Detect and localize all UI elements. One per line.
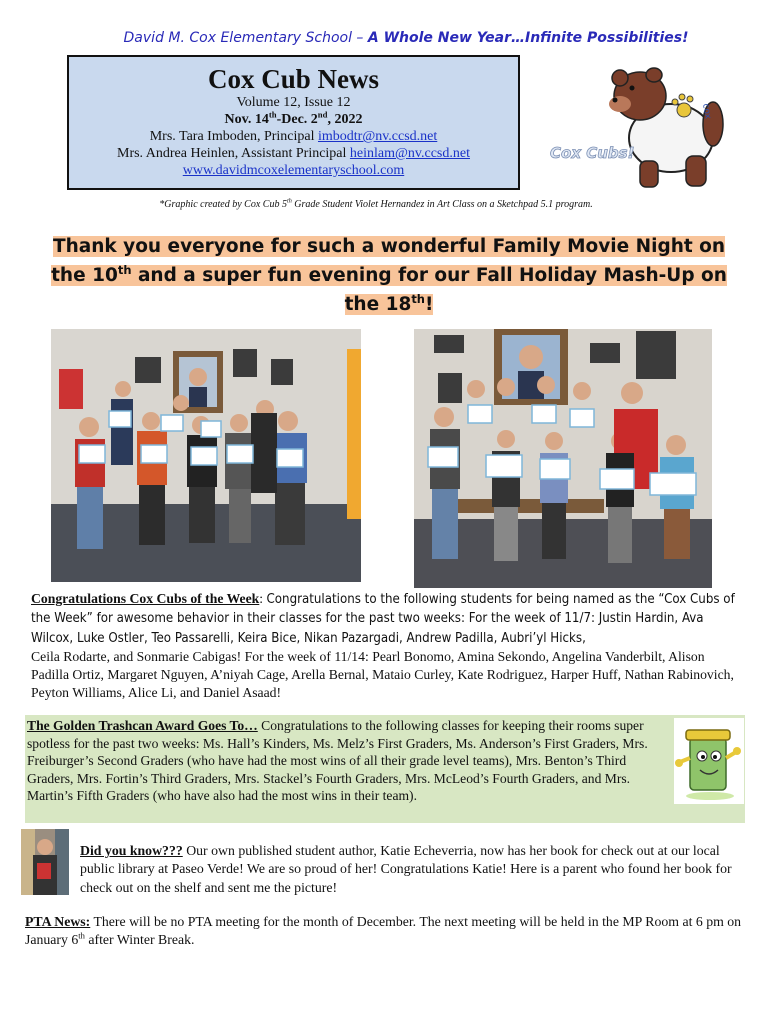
newsletter-tagline: David M. Cox Elementary School – A Whole New Year…Infinite Possibilities! [123, 30, 689, 46]
did-you-know-section [80, 842, 745, 897]
banner-line-1: Thank you everyone for such a wonderful Family Movie Night on [52, 236, 726, 257]
graphic-credit-caption: *Graphic created by Cox Cub 5th Grade Student Violet Hernandez in Art Class on a Sketchpad 5.1 program. [159, 197, 593, 210]
cox-cub-mascot-graphic [548, 66, 748, 196]
golden-trashcan-text: Congratulations to the following classes for keeping their rooms super spotless for the past two weeks: Ms. Hall’s Kinders, Ms. Melz’s First Graders, Ms. Anderson’s First Graders, Mrs. Freiburger’s Second Graders (who have had the most wins of all their grade level teams), Mrs. Benton’s Third Graders, Mrs. Fortin’s Third Graders, Mrs. Stackel’s Fourth Graders, Mrs. McLeod’s Fourth Graders, and Mrs. Martin’s Fifth Graders (who have also had the most wins in their team). [27, 718, 648, 804]
cubs-of-week-photo-2 [414, 329, 712, 588]
cubs-of-week-heading: Congratulations Cox Cubs of the Week [31, 591, 260, 606]
golden-trashcan-section [27, 717, 672, 805]
did-you-know-text: Our own published student author, Katie Echeverria, now has her book for check out at our local public library at Paseo Verde! We are so proud of her! Congratulations Katie! Here is a parent who found her book for check out on the shelf and sent me the picture! [80, 843, 732, 895]
newsletter-title: Cox Cub News [207, 64, 380, 94]
did-you-know-heading: Did you know??? [80, 843, 183, 858]
pta-news-section: PTA News: There will be no PTA meeting for the month of December. The next meeting will be held in the MP Room at 6 pm on January 6th after Winter Break. [25, 914, 742, 948]
cubs-of-week-text: Congratulations to the following students for being named as the “Cox Cubs of the Week” for awesome behavior in their classes for the past two weeks: For the week of 11/7: Justin Hardin, Ava Wilcox, Luke Ostler, Teo Passarelli, Keira Bice, Nikan Pazargadi, Andrew Padilla, Aubri’yl Hicks, [31, 592, 735, 646]
school-motto: A Whole New Year…Infinite Possibilities! [367, 30, 689, 46]
thank-you-banner [36, 232, 742, 319]
student-author-photo [21, 829, 69, 895]
website-line [69, 162, 518, 179]
golden-trashcan-icon [674, 718, 744, 804]
cubs-of-week-section: Congratulations Cox Cubs of the Week: Congratulations to the following students for being named as the “Cox Cubs of the Week” for awesome behavior in their classes for the past two weeks: For the week of 11/7: Justin Hardin, Ava Wilcox, Luke Ostler, Teo Passarelli, Keira Bice, Nikan Pazargadi, Andrew Padilla, Aubri’yl Hicks, Ceila Rodarte, and Sonmarie Cabigas! For the week of 11/14: Pearl Bonomo, Amina Sekondo, Angelina Vanderbilt, Alison Padilla Ortiz, Margaret Nguyen, A’niyah Cage, Arella Bernal, Mataio Curley, Kate Rodriguez, Harper Huff, Nathan Rabinovich, Peyton Williams, Alice Li, and Daniel Asaad! [31, 591, 735, 701]
issue-dates: Nov. 14th-Dec. 2nd, 2022 [224, 109, 363, 127]
assistant-email-link[interactable]: heinlam@nv.ccsd.net [349, 146, 470, 161]
masthead-box [67, 55, 520, 190]
banner-line-3: the 18th! [344, 291, 434, 315]
cubs-of-week-text-2: Ceila Rodarte, and Sonmarie Cabigas! For the week of 11/14: Pearl Bonomo, Amina Sekondo, Angelina Vanderbilt, Alison Padilla Ortiz, Margaret Nguyen, A’niyah Cage, Arella Bernal, Mataio Curley, Kate Rodriguez, Harper Huff, Nathan Rabinovich, Peyton Williams, Alice Li, and Daniel Asaad! [31, 648, 734, 701]
assistant-principal-line: Mrs. Andrea Heinlen, Assistant Principal heinlam@nv.ccsd.net [117, 146, 470, 161]
mascot-label: Cox Cubs! [550, 144, 635, 162]
principal-line: Mrs. Tara Imboden, Principal imbodtr@nv.ccsd.net [149, 129, 438, 144]
school-name: David M. Cox Elementary School [123, 30, 352, 46]
cubs-of-week-photo-1 [51, 329, 361, 582]
mascot-shirt-text: cox [700, 102, 713, 120]
banner-line-2: the 10th and a super fun evening for our Fall Holiday Mash-Up on [51, 262, 727, 286]
principal-email-link[interactable]: imbodtr@nv.ccsd.net [317, 129, 438, 144]
volume-issue: Volume 12, Issue 12 [236, 95, 351, 110]
pta-news-heading: PTA News: [25, 914, 91, 929]
golden-trashcan-heading: The Golden Trashcan Award Goes To… [27, 718, 258, 733]
website-link[interactable]: www.davidmcoxelementaryschool.com [182, 163, 405, 178]
pta-news-text: There will be no PTA meeting for the month of December. The next meeting will be held in the MP Room at 6 pm on January 6 [25, 914, 742, 948]
